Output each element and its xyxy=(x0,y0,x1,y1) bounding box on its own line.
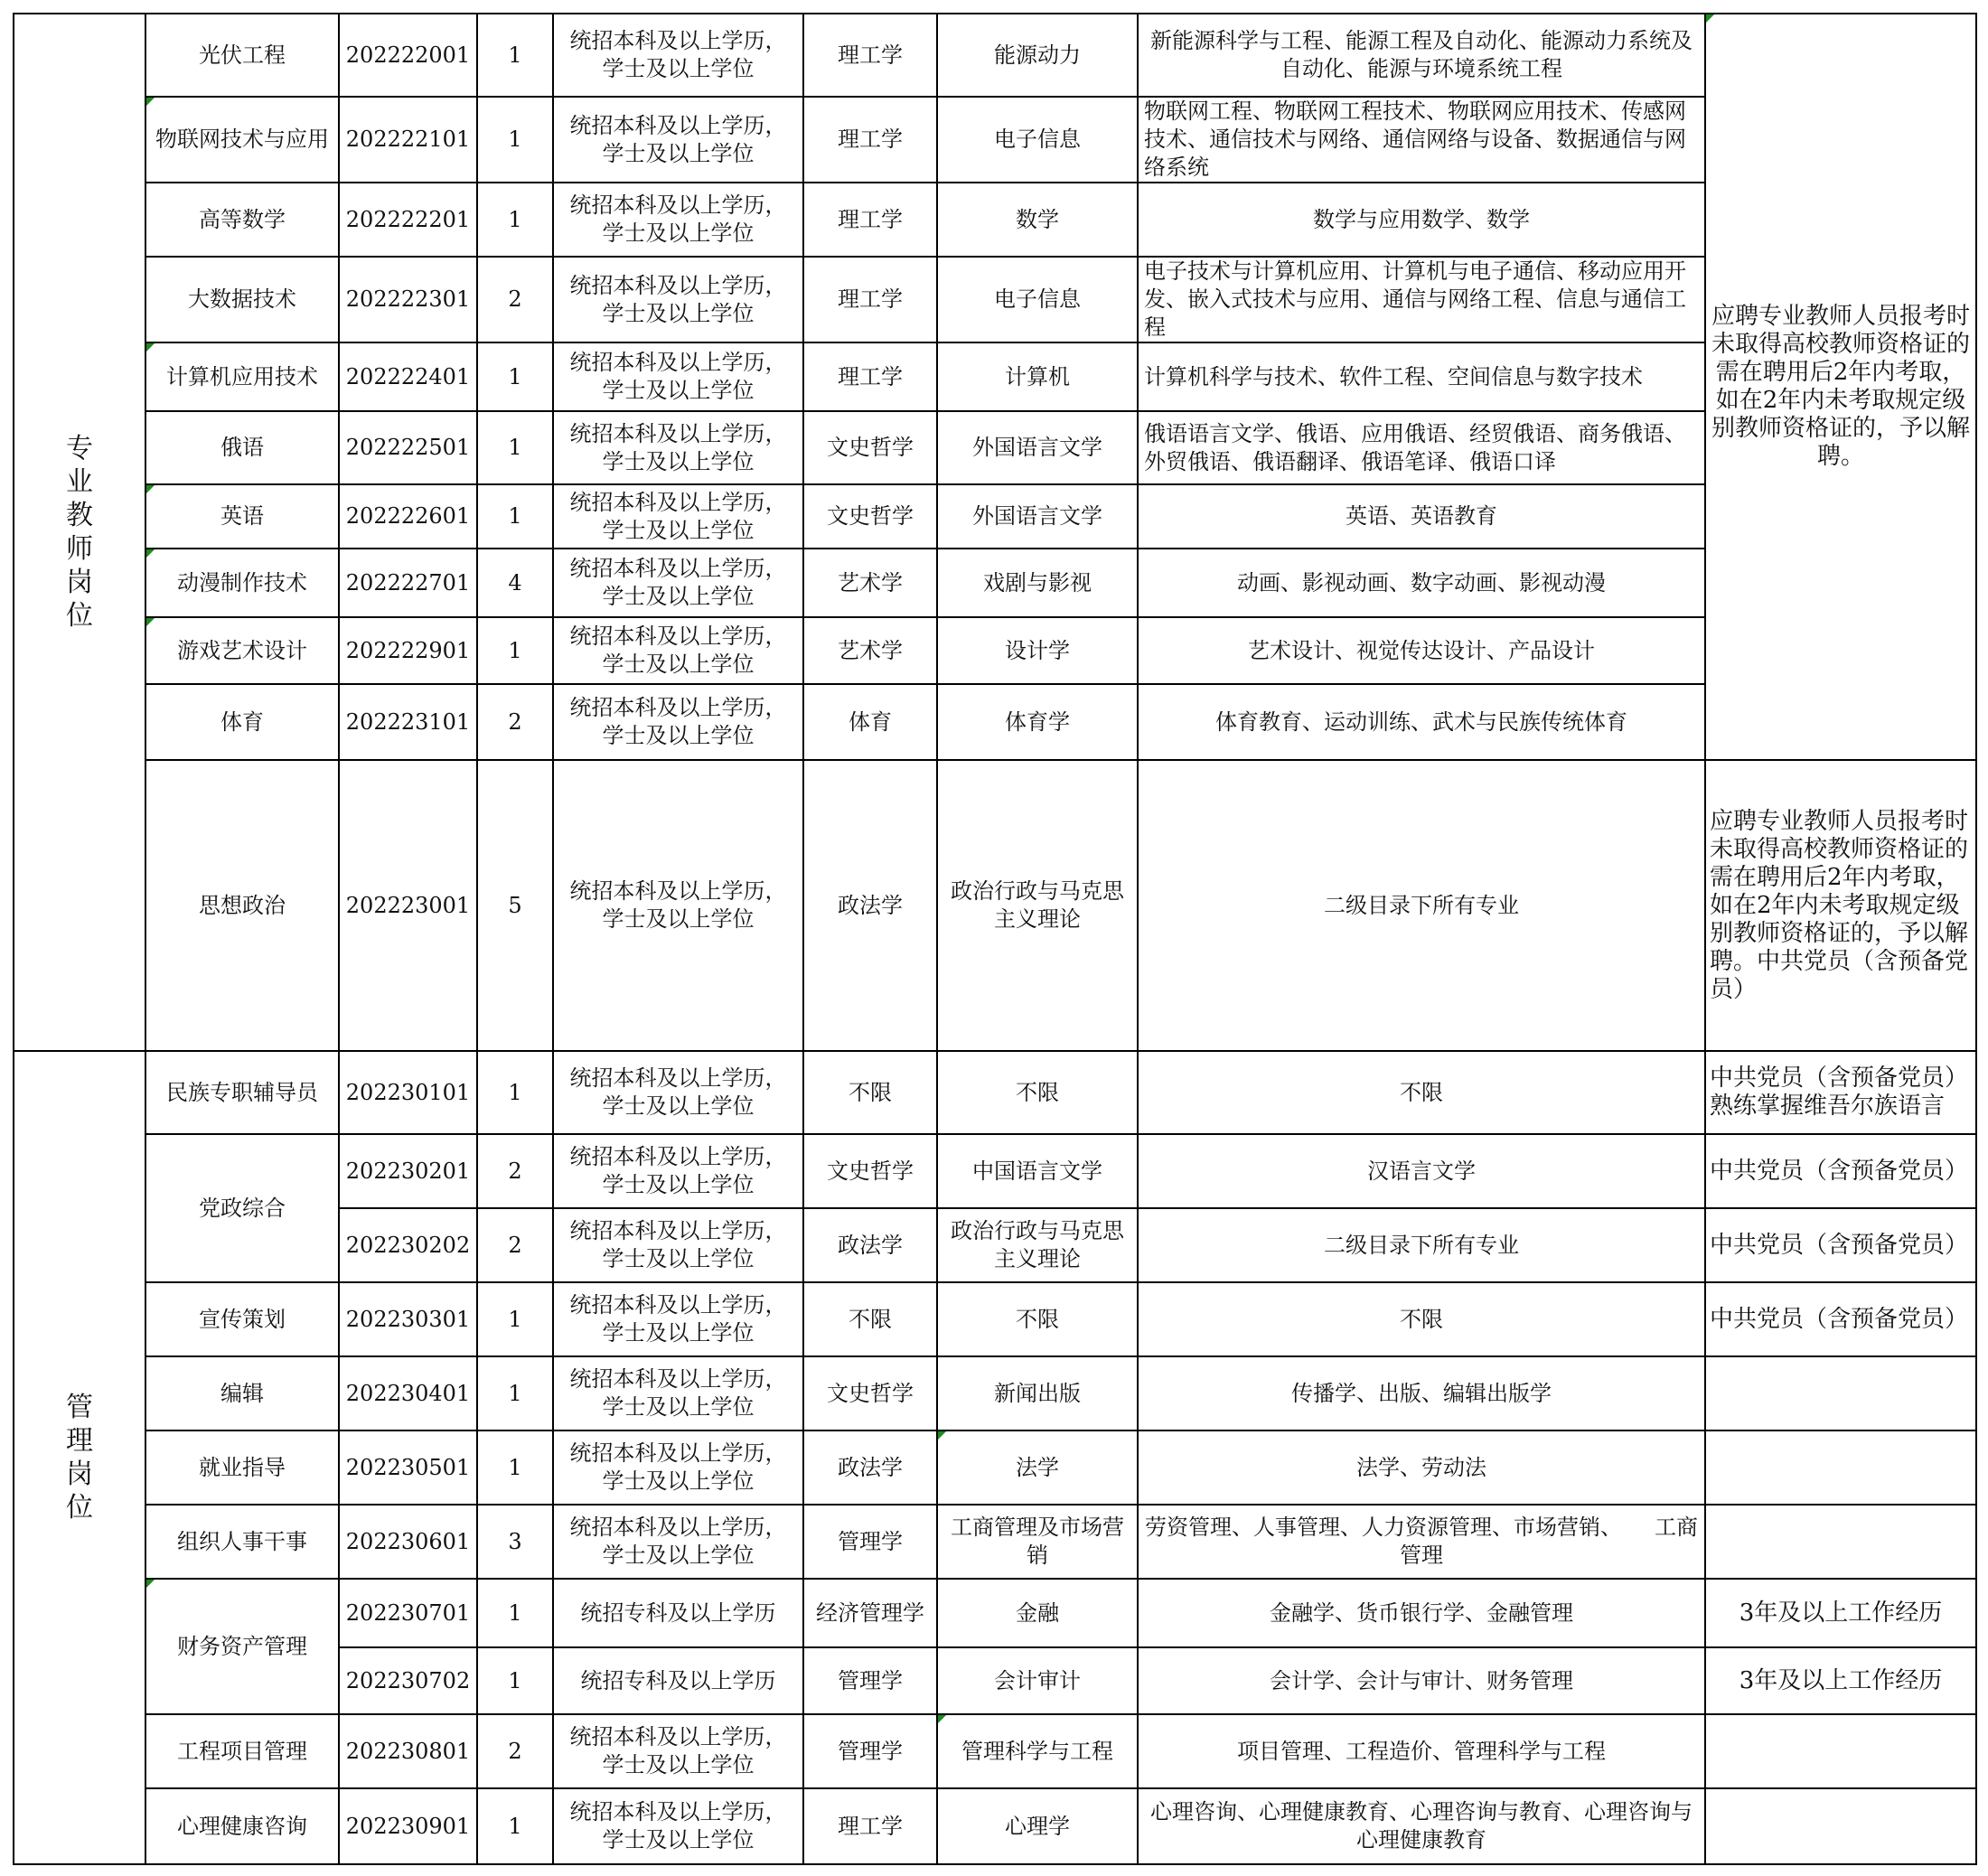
hire-count: 1 xyxy=(477,1788,553,1864)
table-row xyxy=(14,342,1976,411)
table-row xyxy=(14,617,1976,684)
position-name: 党政综合 xyxy=(145,1134,339,1282)
subject: 外国语言文学 xyxy=(937,484,1138,549)
hire-count: 5 xyxy=(477,760,553,1051)
hire-count: 2 xyxy=(477,1208,553,1282)
position-code: 202222401 xyxy=(339,342,477,411)
major-class: 艺术学 xyxy=(803,617,937,684)
hire-count: 1 xyxy=(477,1356,553,1430)
remark-empty xyxy=(1705,1430,1976,1505)
majors: 会计学、会计与审计、财务管理 xyxy=(1138,1647,1705,1714)
education-req: 统招本科及以上学历，学士及以上学位 xyxy=(553,257,803,342)
major-class: 文史哲学 xyxy=(803,484,937,549)
major-class: 管理学 xyxy=(803,1714,937,1788)
subject: 金融 xyxy=(937,1579,1138,1647)
subject: 新闻出版 xyxy=(937,1356,1138,1430)
hire-count: 1 xyxy=(477,1430,553,1505)
table-row xyxy=(14,1356,1976,1430)
hire-count: 1 xyxy=(477,484,553,549)
position-code: 202230401 xyxy=(339,1356,477,1430)
education-req: 统招本科及以上学历，学士及以上学位 xyxy=(553,183,803,257)
majors: 金融学、货币银行学、金融管理 xyxy=(1138,1579,1705,1647)
majors: 英语、英语教育 xyxy=(1138,484,1705,549)
majors: 物联网工程、物联网工程技术、物联网应用技术、传感网技术、通信技术与网络、通信网络与设备、数据通信与网络系统 xyxy=(1138,97,1705,183)
position-code: 202230901 xyxy=(339,1788,477,1864)
position-code: 202223101 xyxy=(339,684,477,760)
hire-count: 1 xyxy=(477,1579,553,1647)
hire-count: 1 xyxy=(477,97,553,183)
position-name: 高等数学 xyxy=(145,183,339,257)
subject: 政治行政与马克思主义理论 xyxy=(937,1208,1138,1282)
subject: 心理学 xyxy=(937,1788,1138,1864)
education-req: 统招专科及以上学历 xyxy=(553,1579,803,1647)
table-row xyxy=(14,1430,1976,1505)
major-class: 文史哲学 xyxy=(803,411,937,484)
position-name: 俄语 xyxy=(145,411,339,484)
subject: 法学 xyxy=(937,1430,1138,1505)
table-row xyxy=(14,257,1976,342)
position-code: 202222601 xyxy=(339,484,477,549)
table-row xyxy=(14,97,1976,183)
hire-count: 1 xyxy=(477,617,553,684)
majors: 俄语语言文学、俄语、应用俄语、经贸俄语、商务俄语、外贸俄语、俄语翻译、俄语笔译、俄语口译 xyxy=(1138,411,1705,484)
table-row xyxy=(14,1051,1976,1134)
table-row xyxy=(14,411,1976,484)
position-name: 编辑 xyxy=(145,1356,339,1430)
hire-count: 1 xyxy=(477,14,553,97)
education-req: 统招本科及以上学历，学士及以上学位 xyxy=(553,760,803,1051)
majors: 传播学、出版、编辑出版学 xyxy=(1138,1356,1705,1430)
position-name: 光伏工程 xyxy=(145,14,339,97)
majors: 新能源科学与工程、能源工程及自动化、能源动力系统及自动化、能源与环境系统工程 xyxy=(1138,14,1705,97)
education-req: 统招本科及以上学历，学士及以上学位 xyxy=(553,1051,803,1134)
position-code: 202222301 xyxy=(339,257,477,342)
remark: 应聘专业教师人员报考时未取得高校教师资格证的需在聘用后2年内考取，如在2年内未考取规定级别教师资格证的，予以解聘。中共党员（含预备党员） xyxy=(1705,760,1976,1051)
subject: 体育学 xyxy=(937,684,1138,760)
subject: 电子信息 xyxy=(937,97,1138,183)
remark: 中共党员（含预备党员）熟练掌握维吾尔族语言 xyxy=(1705,1051,1976,1134)
position-name: 组织人事干事 xyxy=(145,1505,339,1579)
category-label: 管理岗位 xyxy=(66,1392,93,1524)
position-code: 202230501 xyxy=(339,1430,477,1505)
table-row xyxy=(14,1788,1976,1864)
remark-empty xyxy=(1705,1505,1976,1579)
hire-count: 4 xyxy=(477,549,553,617)
position-name: 宣传策划 xyxy=(145,1282,339,1356)
major-class: 理工学 xyxy=(803,97,937,183)
majors: 二级目录下所有专业 xyxy=(1138,1208,1705,1282)
major-class: 文史哲学 xyxy=(803,1356,937,1430)
education-req: 统招本科及以上学历，学士及以上学位 xyxy=(553,1208,803,1282)
major-class: 管理学 xyxy=(803,1505,937,1579)
subject: 不限 xyxy=(937,1282,1138,1356)
remark-empty xyxy=(1705,1356,1976,1430)
remark-empty xyxy=(1705,1714,1976,1788)
position-name: 就业指导 xyxy=(145,1430,339,1505)
major-class: 文史哲学 xyxy=(803,1134,937,1208)
remark: 中共党员（含预备党员） xyxy=(1705,1208,1976,1282)
table-row xyxy=(14,484,1976,549)
hire-count: 1 xyxy=(477,1051,553,1134)
position-code: 202230201 xyxy=(339,1134,477,1208)
position-name: 大数据技术 xyxy=(145,257,339,342)
education-req: 统招本科及以上学历，学士及以上学位 xyxy=(553,1282,803,1356)
table-row xyxy=(14,1505,1976,1579)
position-code: 202222701 xyxy=(339,549,477,617)
hire-count: 1 xyxy=(477,1647,553,1714)
position-name: 民族专职辅导员 xyxy=(145,1051,339,1134)
position-code: 202230202 xyxy=(339,1208,477,1282)
table-row xyxy=(14,760,1976,1051)
position-code: 202222201 xyxy=(339,183,477,257)
majors: 心理咨询、心理健康教育、心理咨询与教育、心理咨询与心理健康教育 xyxy=(1138,1788,1705,1864)
remark: 应聘专业教师人员报考时未取得高校教师资格证的需在聘用后2年内考取，如在2年内未考取规定级别教师资格证的，予以解聘。 xyxy=(1705,14,1976,760)
position-name: 物联网技术与应用 xyxy=(145,97,339,183)
position-name: 游戏艺术设计 xyxy=(145,617,339,684)
remark: 3年及以上工作经历 xyxy=(1705,1579,1976,1647)
position-code: 202223001 xyxy=(339,760,477,1051)
hire-count: 2 xyxy=(477,257,553,342)
position-code: 202230301 xyxy=(339,1282,477,1356)
table-row xyxy=(14,1134,1976,1208)
table-row xyxy=(14,183,1976,257)
majors: 艺术设计、视觉传达设计、产品设计 xyxy=(1138,617,1705,684)
major-class: 不限 xyxy=(803,1282,937,1356)
table-row xyxy=(14,684,1976,760)
position-code: 202230801 xyxy=(339,1714,477,1788)
remark-empty xyxy=(1705,1788,1976,1864)
position-code: 202222101 xyxy=(339,97,477,183)
hire-count: 1 xyxy=(477,411,553,484)
major-class: 理工学 xyxy=(803,257,937,342)
major-class: 理工学 xyxy=(803,342,937,411)
remark: 中共党员（含预备党员） xyxy=(1705,1134,1976,1208)
hire-count: 1 xyxy=(477,342,553,411)
education-req: 统招本科及以上学历，学士及以上学位 xyxy=(553,1134,803,1208)
majors: 不限 xyxy=(1138,1282,1705,1356)
position-code: 202222501 xyxy=(339,411,477,484)
table-row xyxy=(14,1714,1976,1788)
education-req: 统招本科及以上学历，学士及以上学位 xyxy=(553,684,803,760)
hire-count: 3 xyxy=(477,1505,553,1579)
table-row xyxy=(14,14,1976,97)
majors: 不限 xyxy=(1138,1051,1705,1134)
subject: 设计学 xyxy=(937,617,1138,684)
position-name: 体育 xyxy=(145,684,339,760)
position-name: 动漫制作技术 xyxy=(145,549,339,617)
category-cell xyxy=(14,14,145,1051)
major-class: 不限 xyxy=(803,1051,937,1134)
hire-count: 2 xyxy=(477,1714,553,1788)
position-code: 202230702 xyxy=(339,1647,477,1714)
subject: 电子信息 xyxy=(937,257,1138,342)
subject: 不限 xyxy=(937,1051,1138,1134)
subject: 能源动力 xyxy=(937,14,1138,97)
education-req: 统招本科及以上学历，学士及以上学位 xyxy=(553,617,803,684)
majors: 动画、影视动画、数字动画、影视动漫 xyxy=(1138,549,1705,617)
hire-count: 1 xyxy=(477,1282,553,1356)
major-class: 艺术学 xyxy=(803,549,937,617)
majors: 数学与应用数学、数学 xyxy=(1138,183,1705,257)
hire-count: 2 xyxy=(477,684,553,760)
position-name: 财务资产管理 xyxy=(145,1579,339,1714)
major-class: 政法学 xyxy=(803,1208,937,1282)
position-code: 202222901 xyxy=(339,617,477,684)
education-req: 统招本科及以上学历，学士及以上学位 xyxy=(553,484,803,549)
major-class: 理工学 xyxy=(803,183,937,257)
majors: 计算机科学与技术、软件工程、空间信息与数字技术 xyxy=(1138,342,1705,411)
position-name: 工程项目管理 xyxy=(145,1714,339,1788)
major-class: 管理学 xyxy=(803,1647,937,1714)
education-req: 统招本科及以上学历，学士及以上学位 xyxy=(553,342,803,411)
education-req: 统招本科及以上学历，学士及以上学位 xyxy=(553,97,803,183)
education-req: 统招本科及以上学历，学士及以上学位 xyxy=(553,549,803,617)
position-name: 英语 xyxy=(145,484,339,549)
category-cell xyxy=(14,1051,145,1864)
remark: 3年及以上工作经历 xyxy=(1705,1647,1976,1714)
subject: 政治行政与马克思主义理论 xyxy=(937,760,1138,1051)
education-req: 统招本科及以上学历，学士及以上学位 xyxy=(553,1714,803,1788)
position-code: 202230601 xyxy=(339,1505,477,1579)
education-req: 统招本科及以上学历，学士及以上学位 xyxy=(553,411,803,484)
subject: 工商管理及市场营销 xyxy=(937,1505,1138,1579)
position-code: 202230701 xyxy=(339,1579,477,1647)
major-class: 政法学 xyxy=(803,1430,937,1505)
subject: 中国语言文学 xyxy=(937,1134,1138,1208)
table-row xyxy=(14,549,1976,617)
majors: 汉语言文学 xyxy=(1138,1134,1705,1208)
education-req: 统招本科及以上学历，学士及以上学位 xyxy=(553,1430,803,1505)
majors: 体育教育、运动训练、武术与民族传统体育 xyxy=(1138,684,1705,760)
education-req: 统招本科及以上学历，学士及以上学位 xyxy=(553,1356,803,1430)
major-class: 体育 xyxy=(803,684,937,760)
major-class: 理工学 xyxy=(803,1788,937,1864)
subject: 数学 xyxy=(937,183,1138,257)
education-req: 统招本科及以上学历，学士及以上学位 xyxy=(553,1788,803,1864)
majors: 电子技术与计算机应用、计算机与电子通信、移动应用开发、嵌入式技术与应用、通信与网络工程、信息与通信工程 xyxy=(1138,257,1705,342)
subject: 外国语言文学 xyxy=(937,411,1138,484)
table-row xyxy=(14,1579,1976,1647)
subject: 计算机 xyxy=(937,342,1138,411)
majors: 劳资管理、人事管理、人力资源管理、市场营销、 工商管理 xyxy=(1138,1505,1705,1579)
category-label: 专业教师岗位 xyxy=(66,433,93,632)
major-class: 政法学 xyxy=(803,760,937,1051)
education-req: 统招本科及以上学历，学士及以上学位 xyxy=(553,1505,803,1579)
majors: 二级目录下所有专业 xyxy=(1138,760,1705,1051)
subject: 戏剧与影视 xyxy=(937,549,1138,617)
major-class: 经济管理学 xyxy=(803,1579,937,1647)
position-name: 思想政治 xyxy=(145,760,339,1051)
majors: 项目管理、工程造价、管理科学与工程 xyxy=(1138,1714,1705,1788)
subject: 会计审计 xyxy=(937,1647,1138,1714)
education-req: 统招专科及以上学历 xyxy=(553,1647,803,1714)
education-req: 统招本科及以上学历，学士及以上学位 xyxy=(553,14,803,97)
recruitment-table xyxy=(13,13,1977,1865)
table-row xyxy=(14,1282,1976,1356)
position-code: 202222001 xyxy=(339,14,477,97)
position-code: 202230101 xyxy=(339,1051,477,1134)
remark: 中共党员（含预备党员） xyxy=(1705,1282,1976,1356)
majors: 法学、劳动法 xyxy=(1138,1430,1705,1505)
hire-count: 2 xyxy=(477,1134,553,1208)
subject: 管理科学与工程 xyxy=(937,1714,1138,1788)
hire-count: 1 xyxy=(477,183,553,257)
major-class: 理工学 xyxy=(803,14,937,97)
position-name: 心理健康咨询 xyxy=(145,1788,339,1864)
position-name: 计算机应用技术 xyxy=(145,342,339,411)
